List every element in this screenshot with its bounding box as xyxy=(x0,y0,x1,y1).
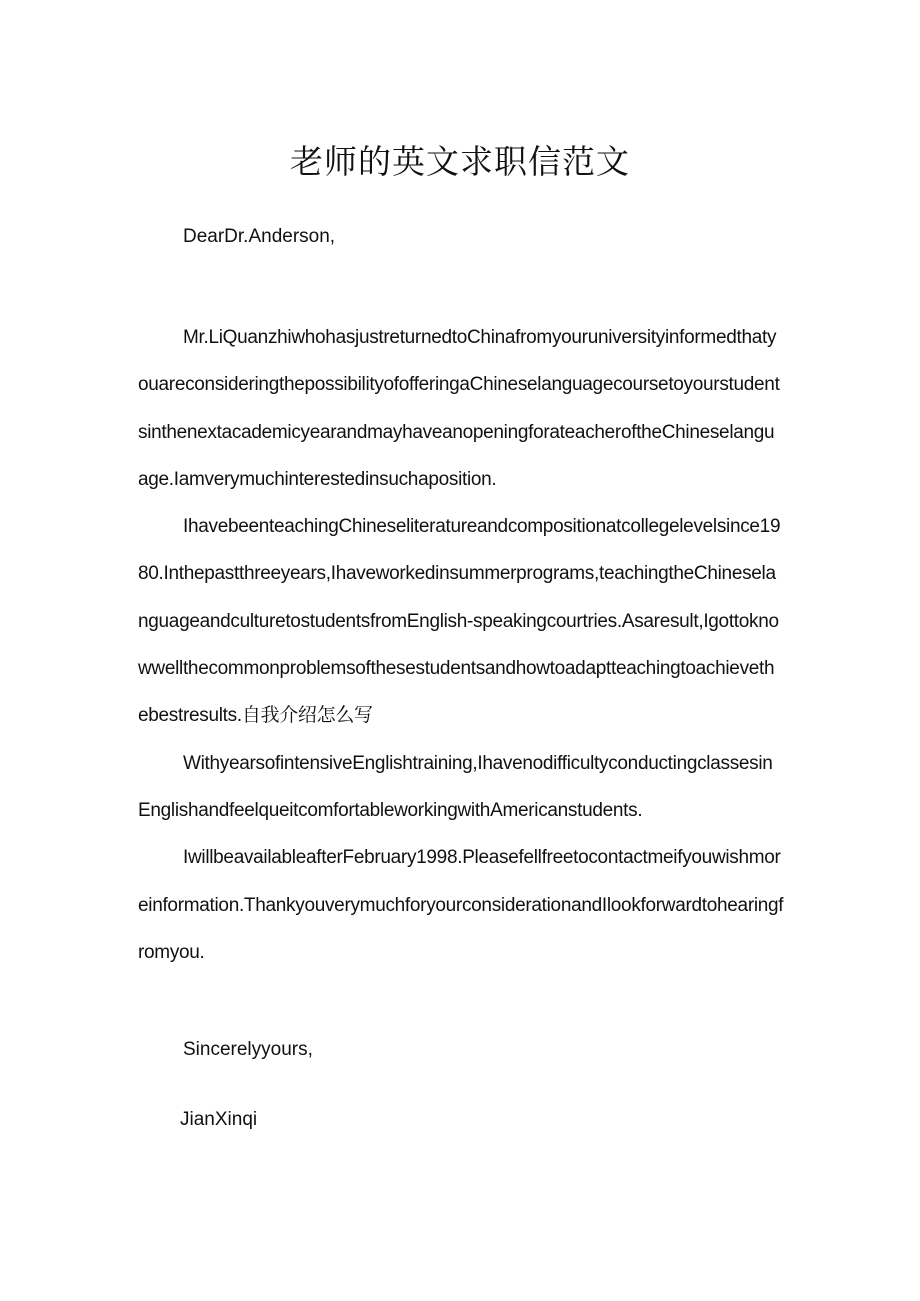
letter-signature: JianXinqi xyxy=(180,1109,258,1130)
letter-paragraph-1: Mr.LiQuanzhiwhohasjustreturnedtoChinafromyouruniversityinformedthatyouareconsideringthepossibilityofofferingaChineselanguagecoursetoyourstudentsinthenextacademicyearandmayhaveanopeningforateacheroftheChineselanguage.Iamverymuchinterestedinsuchaposition. xyxy=(138,327,780,490)
letter-paragraph-2: IhavebeenteachingChineseliteratureandcompositionatcollegelevelsince1980.Inthepastthreeyears,Ihaveworkedinsummerprograms,teachingtheChineselanguageandculturetostudentsfromEnglish-speakingcourtries.Asaresult,Igottoknowwellthecommonproblemsofthesestudentsandhowtoadaptteachingtoachievethebestresults.自我介绍怎么写 xyxy=(138,516,781,727)
letter-paragraph-4: IwillbeavailableafterFebruary1998.Pleasefellfreetocontactmeifyouwishmoreinformation.ThankyouverymuchforyourconsiderationandIlookforwardtohearingfromyou. xyxy=(138,847,784,963)
letter-salutation: DearDr.Anderson, xyxy=(183,226,336,247)
letter-paragraph-3: WithyearsofintensiveEnglishtraining,IhavenodifficultyconductingclassesinEnglishandfeelqueitcomfortableworkingwithAmericanstudents. xyxy=(138,752,773,821)
letter-closing: Sincerelyyours, xyxy=(183,1039,313,1060)
letter-body xyxy=(138,314,784,976)
document-title: 老师的英文求职信范文 xyxy=(290,142,630,181)
